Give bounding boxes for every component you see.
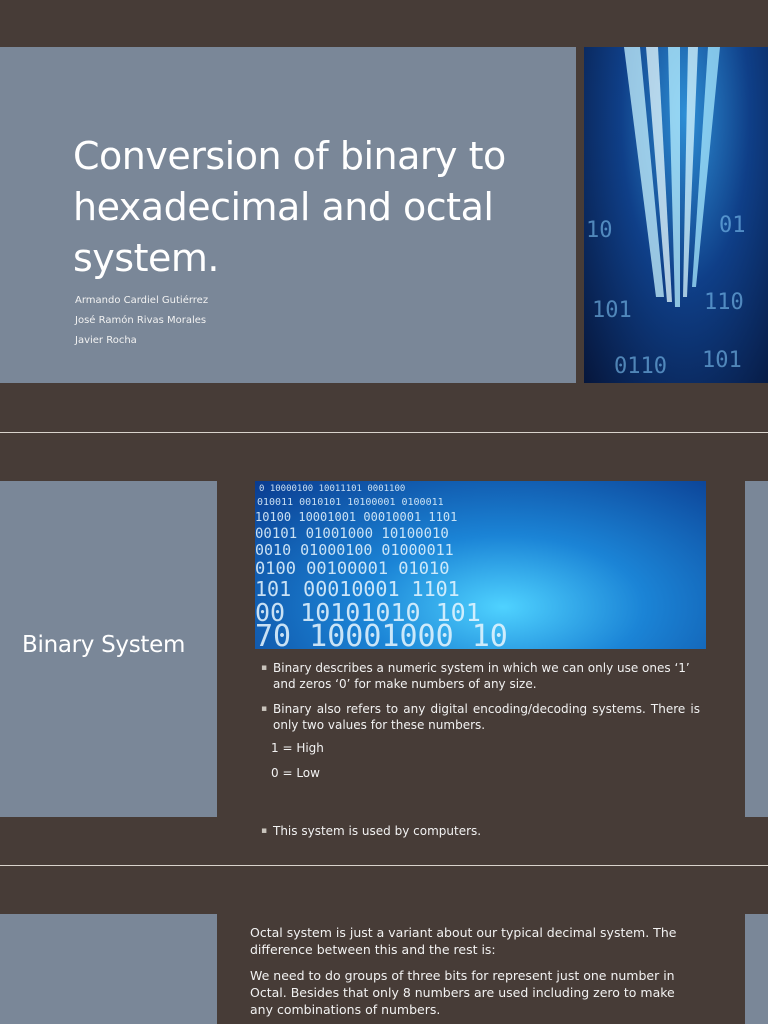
binary-code-photo	[255, 481, 706, 649]
bullet-item	[260, 823, 700, 839]
binary-system-slide	[0, 433, 768, 865]
octal-system-slide	[0, 866, 768, 1024]
slide-body	[250, 924, 700, 1024]
author-name: José Ramón Rivas Morales	[75, 315, 207, 326]
author-name: Javier Rocha	[75, 335, 137, 346]
svg-text:01: 01	[719, 213, 746, 238]
svg-text:0 10000100 10011101 0001100: 0 10000100 10011101 0001100	[259, 484, 406, 494]
body-paragraph: We need to do groups of three bits for represent just one number in Octal. Besides that only 8 numbers are used including zero to make any combinations of numbers.	[250, 968, 675, 1017]
bullet-text: This system is used by computers.	[273, 824, 482, 838]
right-edge-panel	[745, 481, 768, 817]
svg-text:0010 01000100 01000011: 0010 01000100 01000011	[255, 541, 454, 559]
svg-text:101: 101	[592, 298, 632, 323]
small-square-bullet-icon: ▪	[261, 663, 268, 673]
binary-digits	[255, 484, 508, 649]
bullet-text: Binary describes a numeric system in which we can only use ones ‘1’ and zeros ‘0’ for make numbers of any size.	[273, 661, 690, 691]
binary-light-photo	[584, 47, 768, 383]
bullet-item	[260, 660, 700, 692]
svg-text:101 00010001 1101: 101 00010001 1101	[255, 577, 460, 601]
svg-text:10: 10	[586, 218, 613, 243]
presentation-title: Conversion of binary to hexadecimal and octal system.	[73, 134, 506, 280]
slide-title: Binary System	[22, 632, 186, 658]
svg-text:00101 01001000 10100010: 00101 01001000 10100010	[255, 526, 449, 542]
svg-text:0100 00100001 01010: 0100 00100001 01010	[255, 559, 450, 579]
body-paragraph: Octal system is just a variant about our typical decimal system. The difference between this and the rest is:	[250, 925, 677, 957]
svg-text:70 10001000 10: 70 10001000 10	[255, 619, 508, 649]
svg-text:101: 101	[702, 348, 742, 373]
authors-list	[75, 293, 208, 353]
value-line: 1 = High	[271, 741, 324, 755]
small-square-bullet-icon: ▪	[261, 826, 268, 836]
value-line: 0 = Low	[271, 766, 320, 780]
small-square-bullet-icon: ▪	[261, 704, 268, 714]
light-beams	[624, 47, 720, 307]
svg-text:010011 0010101 10100001 010: 010011 0010101 10100001 0100011	[257, 497, 444, 508]
svg-text:10100 10001001 00010001 110: 10100 10001001 00010001 1101	[255, 510, 458, 524]
title-slide	[0, 0, 768, 432]
svg-text:110: 110	[704, 290, 744, 315]
svg-text:00 10101010 101: 00 10101010 101	[255, 598, 481, 627]
bullet-text: Binary also refers to any digital encoding/decoding systems. There is only two values for these numbers.	[273, 702, 700, 732]
author-name: Armando Cardiel Gutiérrez	[75, 295, 209, 306]
bullet-item	[260, 701, 700, 733]
section-title-panel	[0, 914, 217, 1024]
svg-text:0110: 0110	[614, 354, 667, 379]
right-edge-panel	[745, 914, 768, 1024]
